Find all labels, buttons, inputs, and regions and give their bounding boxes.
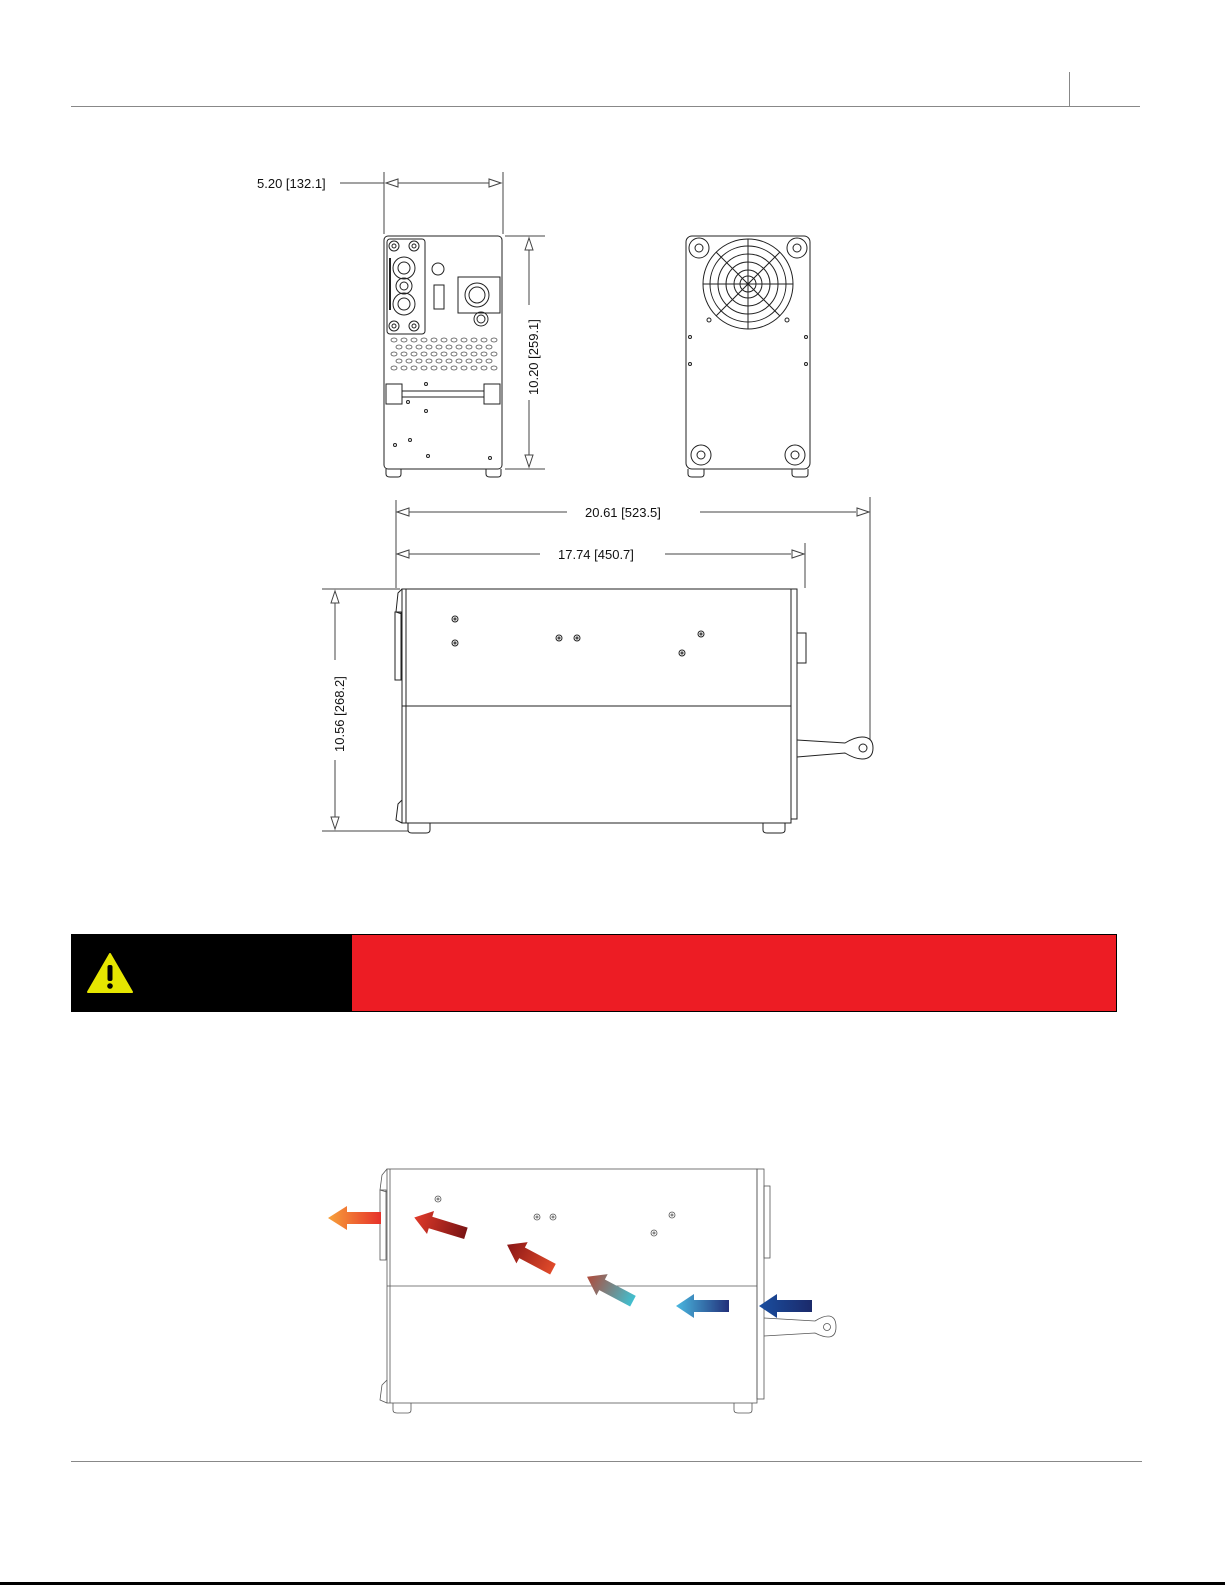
footer-rule [71, 1461, 1142, 1462]
dim-width-label: 5.20 [132.1] [257, 176, 326, 191]
front-view [686, 236, 810, 477]
airflow-arrow-cool [676, 1294, 729, 1318]
airflow-arrow-exhaust [328, 1206, 381, 1230]
warning-message-area [352, 935, 1116, 1011]
rear-view [384, 236, 502, 477]
airflow-arrow-warm-2 [501, 1234, 558, 1280]
airflow-arrows [328, 1206, 812, 1318]
dimension-width [340, 172, 503, 234]
dimension-overall-length [396, 497, 870, 740]
dim-height-rear-label: 10.20 [259.1] [526, 319, 541, 395]
airflow-arrow-intake [759, 1294, 812, 1318]
side-view [395, 589, 873, 833]
airflow-arrow-warm-1 [411, 1206, 470, 1245]
warning-label-area [72, 935, 352, 1011]
warning-triangle-icon [86, 952, 134, 994]
dim-overall-length-label: 20.61 [523.5] [585, 505, 661, 520]
dim-side-height-label: 10.56 [268.2] [332, 676, 347, 752]
airflow-arrow-mixed [581, 1266, 638, 1312]
dim-body-length-label: 17.74 [450.7] [558, 547, 634, 562]
warning-banner [71, 934, 1117, 1012]
